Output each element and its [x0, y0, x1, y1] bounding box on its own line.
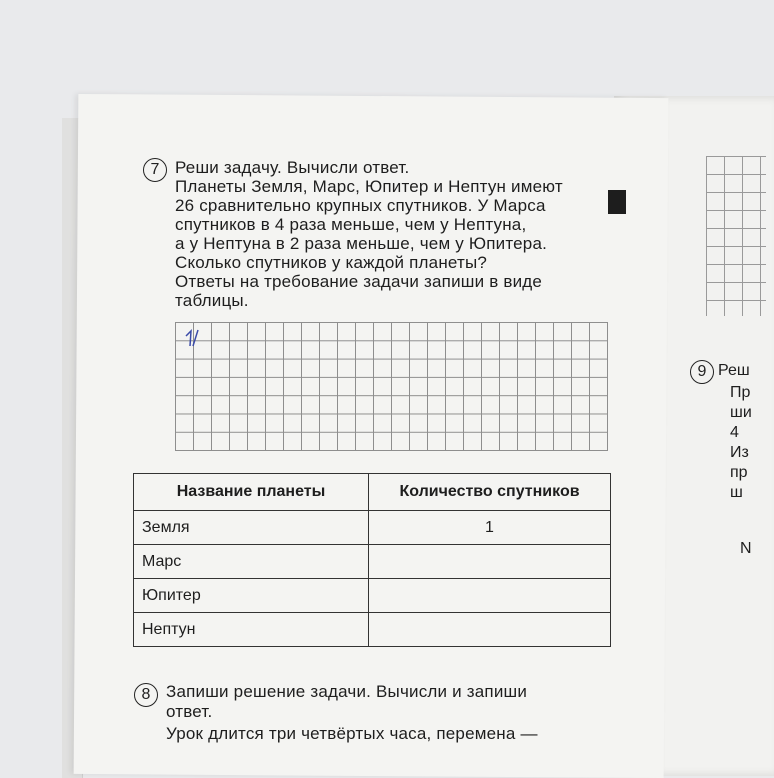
- table-row: [134, 511, 611, 545]
- planet-cell: Марс: [134, 545, 369, 579]
- header-satellite-count: Количество спутников: [369, 474, 611, 511]
- right-fragment: Пр: [730, 384, 751, 401]
- count-cell[interactable]: [369, 613, 611, 647]
- planet-cell: Нептун: [134, 613, 369, 647]
- table-row: [134, 579, 611, 613]
- count-cell[interactable]: [369, 579, 611, 613]
- task-9-number: 9: [690, 360, 714, 384]
- task-7-line-7: Ответы на требование задачи запиши в виде: [175, 272, 543, 291]
- task-7-number: 7: [143, 158, 167, 182]
- task-8-number: 8: [134, 683, 158, 707]
- task-7-line-6: Сколько спутников у каждой планеты?: [175, 253, 488, 272]
- table-row: [134, 613, 611, 647]
- task-7-line-8: таблицы.: [175, 291, 249, 310]
- table-header-row: [134, 474, 611, 511]
- task-7-line-5: а у Нептуна в 2 раза меньше, чем у Юпитера.: [175, 234, 548, 253]
- right-fragment: N: [740, 540, 752, 557]
- header-planet-name: Название планеты: [134, 474, 369, 511]
- task-8-line-3: Урок длится три четвёртых часа, перемена —: [166, 724, 538, 743]
- task-7-line-1: Реши задачу. Вычисли ответ.: [175, 158, 410, 177]
- writing-grid[interactable]: [175, 322, 608, 451]
- task-7-line-4: спутников в 4 раза меньше, чем у Нептуна,: [175, 215, 527, 234]
- table-row: [134, 545, 611, 579]
- right-fragment: пр: [730, 464, 748, 481]
- right-fragment: 4: [730, 424, 739, 441]
- page-tab-marker: [608, 190, 626, 214]
- planet-cell: Юпитер: [134, 579, 369, 613]
- task-8-line-1: Запиши решение задачи. Вычисли и запиши: [166, 682, 528, 701]
- task-8-line-2: ответ.: [166, 702, 213, 721]
- task-7-line-3: 26 сравнительно крупных спутников. У Марса: [175, 196, 546, 215]
- count-cell[interactable]: 1: [369, 511, 611, 545]
- count-cell[interactable]: [369, 545, 611, 579]
- right-fragment: ш: [730, 484, 743, 501]
- task-7-line-2: Планеты Земля, Марс, Юпитер и Нептун имеют: [175, 177, 563, 196]
- right-fragment: Реш: [718, 362, 750, 379]
- planet-cell: Земля: [134, 511, 369, 545]
- planets-table: [133, 473, 611, 647]
- right-page-grid: [706, 156, 766, 316]
- right-fragment: ши: [730, 404, 752, 421]
- right-fragment: Из: [730, 444, 749, 461]
- handwritten-mark: [184, 328, 200, 350]
